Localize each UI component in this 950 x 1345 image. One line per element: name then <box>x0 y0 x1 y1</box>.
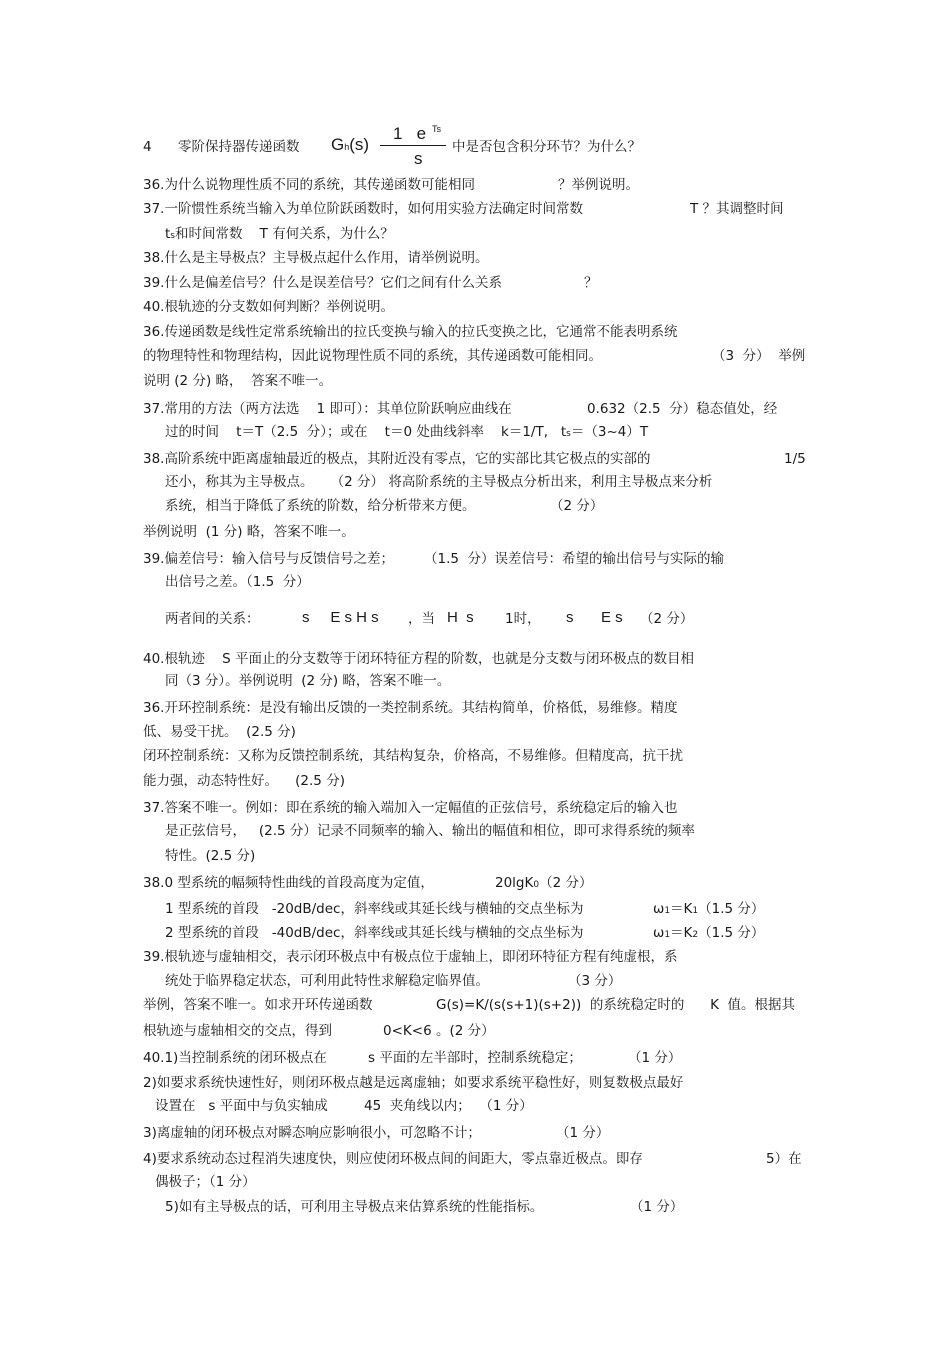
b40-line7-score: （1 分） <box>630 1199 684 1215</box>
a36-line2: 的物理特性和物理结构，因此说物理性质不同的系统，其传递函数可能相同。 <box>143 348 602 364</box>
b39-line3-formula: G(s)=K/(s(s+1)(s+2)) 的系统稳定时的 K 值。根据其 <box>436 997 796 1013</box>
a38-line1: 38.高阶系统中距离虚轴最近的极点，其附近没有零点，它的实部比其它极点的实部的 <box>143 451 651 467</box>
a36-line3: 说明 (2 分) 略， 答案不唯一。 <box>143 373 333 389</box>
a39-line2: 出信号之差。（1.5 分） <box>165 574 310 590</box>
b40-line5: 4)要求系统动态过程消失速度快，则应使闭环极点间的间距大，零点靠近极点。即存 <box>143 1151 643 1167</box>
b40-line6: 偶极子；（1 分） <box>155 1174 256 1190</box>
a39-relation-when: ，当 <box>408 611 435 627</box>
b39-line1: 39.根轨迹与虚轴相交，表示闭环极点中有极点位于虚轴上，即闭环特征方程有纯虚根，系 <box>143 949 678 965</box>
a39-relation-hs: H s <box>447 609 474 626</box>
q38-text: 38.什么是主导极点？主导极点起什么作用，请举例说明。 <box>143 250 489 266</box>
b37-line1: 37.答案不唯一。例如：即在系统的输入端加入一定幅值的正弦信号，系统稳定后的输入也 <box>143 800 678 816</box>
a39-relation-label: 两者间的关系： <box>165 611 260 627</box>
fraction-bar <box>380 145 446 146</box>
formula-exponent: Ts <box>432 124 441 134</box>
a37-line1: 37.常用的方法（两方法选 1 即可）：其单位阶跃响应曲线在 <box>143 401 512 417</box>
b40-line1: 40.1)当控制系统的闭环极点在 <box>143 1050 327 1066</box>
a37-line1-tail: 0.632（2.5 分）稳态值处，经 <box>587 401 778 417</box>
a36-line2-score: （3 分） 举例 <box>712 348 806 364</box>
b36-line4: 能力强，动态特性好。 (2.5 分) <box>143 773 345 789</box>
b36-line3: 闭环控制系统：又称为反馈控制系统，其结构复杂，价格高，不易维修。但精度高，抗干扰 <box>143 748 683 764</box>
q37-text: 37.一阶惯性系统当输入为单位阶跃函数时，如何用实验方法确定时间常数 <box>143 201 583 217</box>
a38-line4: 举例说明 (1 分) 略，答案不唯一。 <box>143 524 355 540</box>
q36-text: 36.为什么说物理性质不同的系统，其传递函数可能相同 <box>143 177 475 193</box>
a37-line2: 过的时间 t＝T（2.5 分）；或在 t＝0 处曲线斜率 k＝1/T, ts＝（3~4）T <box>165 424 649 440</box>
b40-line4-score: （1 分） <box>556 1125 610 1141</box>
a39-relation-score: （2 分） <box>640 611 694 627</box>
b39-line4-result: 0<K<6 。(2 分） <box>383 1023 495 1039</box>
a38-line1-tail: 1/5 <box>784 451 806 467</box>
a36-line1: 36.传递函数是线性定常系统输出的拉氏变换与输入的拉氏变换之比，它通常不能表明系统 <box>143 324 678 340</box>
formula-numerator: 1 e <box>393 124 427 143</box>
b40-line1-mid: s 平面的左半部时，控制系统稳定； <box>368 1050 582 1066</box>
a40-line1: 40.根轨迹 S 平面止的分支数等于闭环特征方程的阶数，也就是分支数与闭环极点的数目相 <box>143 651 694 667</box>
b39-line3: 举例，答案不唯一。如求开环传递函数 <box>143 997 373 1013</box>
q36-tail: ？举例说明。 <box>558 177 639 193</box>
b40-line5-tail: 5）在 <box>766 1151 802 1167</box>
b36-line1: 36.开环控制系统：是没有输出反馈的一类控制系统。其结构简单，价格低，易维修。精度 <box>143 700 678 716</box>
a40-line2: 同（3 分）。举例说明 (2 分) 略，答案不唯一。 <box>165 673 451 689</box>
b40-line2: 2)如要求系统快速性好，则闭环极点越是远离虚轴；如要求系统平稳性好，则复数极点最好 <box>143 1075 684 1091</box>
a38-line2: 还小，称其为主导极点。 （2 分） 将高阶系统的主导极点分析出来，利用主导极点来分析 <box>165 474 713 490</box>
b40-line4: 3)离虚轴的闭环极点对瞬态响应影响很小，可忽略不计； <box>143 1125 481 1141</box>
formula-denominator: s <box>414 149 423 168</box>
b37-line2: 是正弦信号， (2.5 分）记录不同频率的输入、输出的幅值和相位，即可求得系统的频率 <box>165 823 695 839</box>
formula-gh: Gh(s) <box>331 135 370 154</box>
b40-line7: 5)如有主导极点的话，可利用主导极点来估算系统的性能指标。 <box>165 1199 544 1215</box>
a38-line3-score: （2 分） <box>550 498 604 514</box>
b39-line2: 统处于临界稳定状态，可利用此特性求解稳定临界值。 <box>165 973 489 989</box>
a38-line3: 系统，相当于降低了系统的阶数，给分析带来方便。 <box>165 498 476 514</box>
b38-line1-formula: 20lgK0（2 分） <box>495 875 593 891</box>
b40-line1-score: （1 分） <box>628 1050 682 1066</box>
q34-suffix: 中是否包含积分环节？为什么？ <box>452 139 641 155</box>
b38-line2: 1 型系统的首段 -20dB/dec，斜率线或其延长线与横轴的交点坐标为 <box>165 901 584 917</box>
q39-tail: ？ <box>584 275 598 291</box>
a39-relation-one: 1时， <box>505 611 541 627</box>
b39-line4: 根轨迹与虚轴相交的交点，得到 <box>143 1023 332 1039</box>
a39-line1: 39.偏差信号：输入信号与反馈信号之差； （1.5 分）误差信号：希望的输出信号与实际的输 <box>143 551 725 567</box>
q34-text: 零阶保持器传递函数 <box>178 139 300 155</box>
q34-number: 4 <box>143 139 152 155</box>
b40-line3-tail: 45 夹角线以内； （1 分） <box>364 1098 533 1114</box>
a39-relation-es: E s <box>601 609 623 626</box>
b36-line2: 低、易受干扰。 (2.5 分) <box>143 724 296 740</box>
a39-relation-formula: s E s H s <box>302 609 379 626</box>
b39-line2-score: （3 分） <box>568 973 622 989</box>
a39-relation-s: s <box>566 609 574 626</box>
b38-line3-formula: ω1＝K2（1.5 分） <box>653 925 765 941</box>
q37-line2: ts和时间常数 T 有何关系，为什么？ <box>165 226 394 242</box>
b38-line1: 38.0 型系统的幅频特性曲线的首段高度为定值， <box>143 875 434 891</box>
b37-line3: 特性。(2.5 分) <box>165 848 256 864</box>
q40-text: 40.根轨迹的分支数如何判断？举例说明。 <box>143 299 394 315</box>
b38-line3: 2 型系统的首段 -40dB/dec，斜率线或其延长线与横轴的交点坐标为 <box>165 925 584 941</box>
q39-text: 39.什么是偏差信号？什么是误差信号？它们之间有什么关系 <box>143 275 502 291</box>
b38-line2-formula: ω1＝K1（1.5 分） <box>653 901 765 917</box>
b40-line3: 设置在 s 平面中与负实轴成 <box>155 1098 328 1114</box>
q37-tail: T ？其调整时间 <box>690 201 784 217</box>
